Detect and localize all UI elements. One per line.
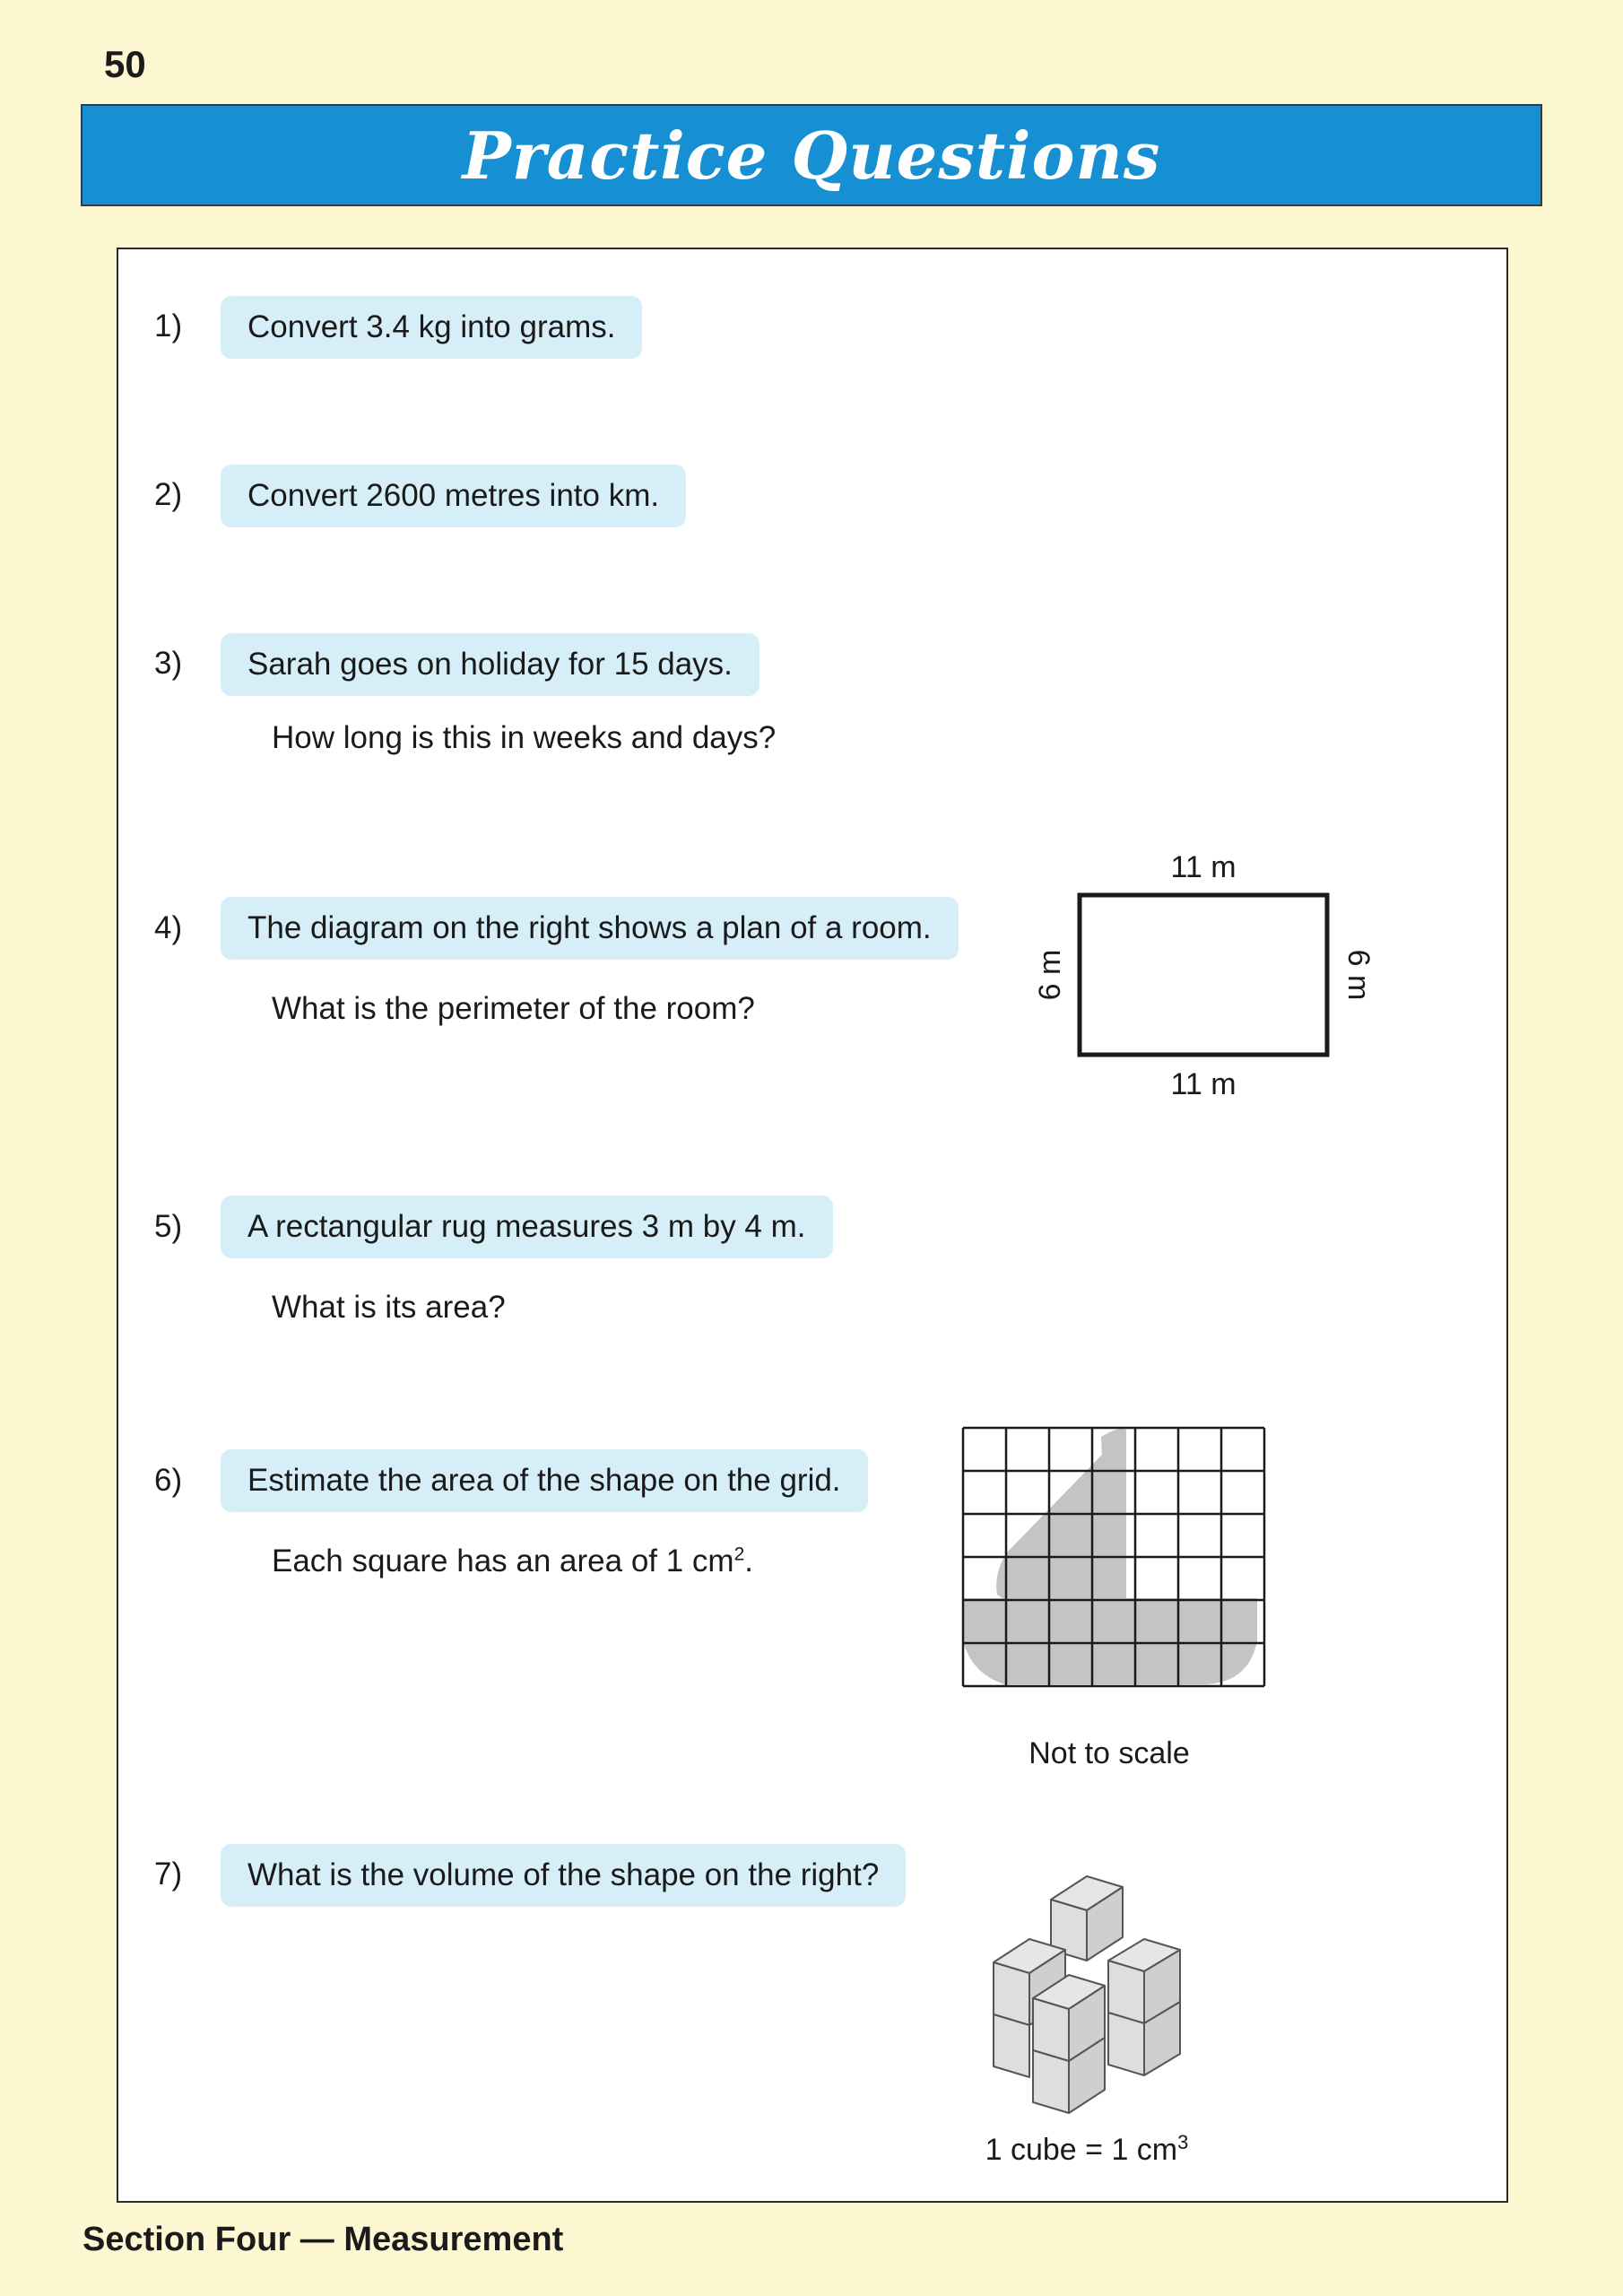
question-number-6: 6) [154, 1463, 183, 1498]
section-footer: Section Four — Measurement [82, 2221, 564, 2258]
room-rectangle [1080, 895, 1327, 1055]
question-6-subtext-end: . [744, 1544, 754, 1578]
question-2-prompt: Convert 2600 metres into km. [221, 465, 686, 527]
question-3-prompt: Sarah goes on holiday for 15 days. [221, 633, 759, 696]
room-left-label: 6 m [1033, 949, 1067, 1001]
grid-caption: Not to scale [1028, 1736, 1190, 1770]
cube-label [985, 2131, 1189, 2167]
question-6-subtext-main: Each square has an area of 1 cm [272, 1544, 734, 1578]
question-3-subtext: How long is this in weeks and days? [272, 720, 777, 755]
question-5-subtext: What is its area? [272, 1290, 506, 1325]
cube-label-main: 1 cube = 1 cm [985, 2133, 1178, 2167]
title-banner [81, 104, 1542, 206]
question-number-1: 1) [154, 309, 183, 344]
question-4-subtext: What is the perimeter of the room? [272, 991, 755, 1026]
cube-stack [994, 1876, 1180, 2113]
question-number-2: 2) [154, 477, 183, 512]
area-grid-figure [961, 1426, 1320, 1785]
question-number-7: 7) [154, 1857, 183, 1892]
page-title: Practice Questions [462, 117, 1161, 194]
cube-label-sup: 3 [1177, 2131, 1189, 2153]
question-number-5: 5) [154, 1209, 183, 1244]
question-6-subtext-sup: 2 [733, 1544, 745, 1565]
room-right-label: 6 m [1341, 949, 1376, 1001]
cube-shape-figure [943, 1864, 1284, 2178]
question-number-3: 3) [154, 646, 183, 681]
question-4-prompt: The diagram on the right shows a plan of a room. [221, 897, 959, 960]
question-1-prompt: Convert 3.4 kg into grams. [221, 296, 642, 359]
room-bottom-label: 11 m [1170, 1067, 1237, 1101]
room-top-label: 11 m [1170, 850, 1237, 884]
question-6-prompt: Estimate the area of the shape on the grid. [221, 1449, 868, 1512]
page-number: 50 [104, 43, 146, 85]
questions-panel [117, 248, 1508, 2203]
question-5-prompt: A rectangular rug measures 3 m by 4 m. [221, 1196, 833, 1258]
question-number-4: 4) [154, 910, 183, 945]
question-7-prompt: What is the volume of the shape on the right? [221, 1844, 906, 1907]
question-6-subtext [272, 1544, 753, 1579]
room-plan-diagram [1006, 832, 1508, 1352]
